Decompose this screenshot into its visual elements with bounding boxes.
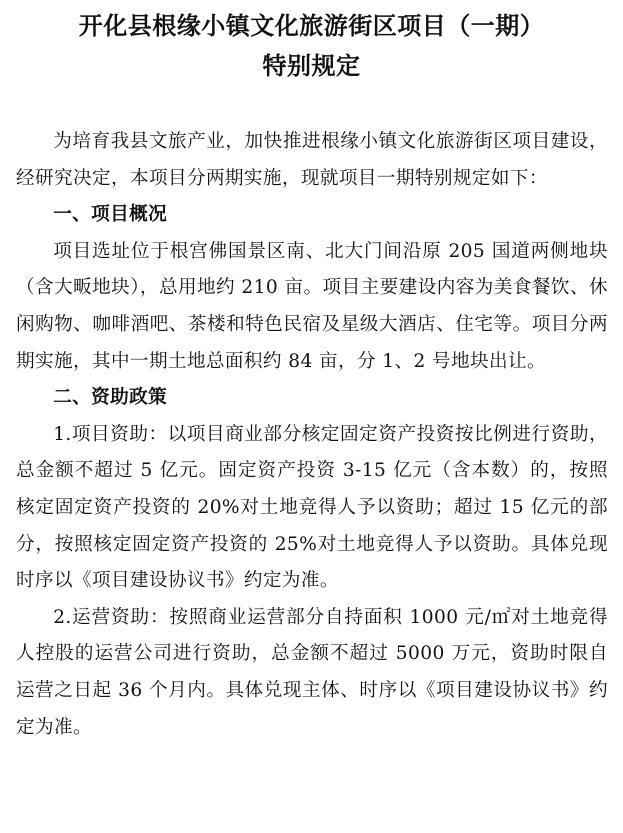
section2-item2: 2.运营资助：按照商业运营部分自持面积 1000 元/㎡对土地竞得人控股的运营公司进行资助，总金额不超过 5000 万元，资助时限自运营之日起 36 个月内。具体兑现主体、时序以《项目建设协议书》约定为准。	[16, 606, 608, 738]
section1-paragraph: 项目选址位于根宫佛国景区南、北大门间沿原 205 国道两侧地块（含大畈地块），总用地约 210 亩。项目主要建设内容为美食餐饮、休闲购物、咖啡酒吧、茶楼和特色民宿及星级大酒店、住宅等。项目分两期实施，其中一期土地总面积约 84 亩，分 1、2 号地块出让。	[16, 240, 608, 372]
intro-paragraph: 为培育我县文旅产业，加快推进根缘小镇文化旅游街区项目建设，经研究决定，本项目分两期实施，现就项目一期特别规定如下：	[16, 131, 608, 189]
document-body	[16, 124, 608, 746]
section1-heading: 一、项目概况	[53, 204, 168, 226]
section2-heading: 二、资助政策	[53, 387, 168, 409]
document-title-line1: 开化县根缘小镇文化旅游街区项目（一期）	[78, 12, 545, 40]
document-title-line2: 特别规定	[262, 52, 361, 80]
section2-item1: 1.项目资助：以项目商业部分核定固定资产投资按比例进行资助，总金额不超过 5 亿元。固定资产投资 3-15 亿元（含本数）的，按照核定固定资产投资的 20%对土地竞得人予以资助；超过 15 亿元的部分，按照核定固定资产投资的 25%对土地竞得人予以资助。具体兑现时序以《项目建设协议书》约定为准。	[16, 423, 608, 592]
